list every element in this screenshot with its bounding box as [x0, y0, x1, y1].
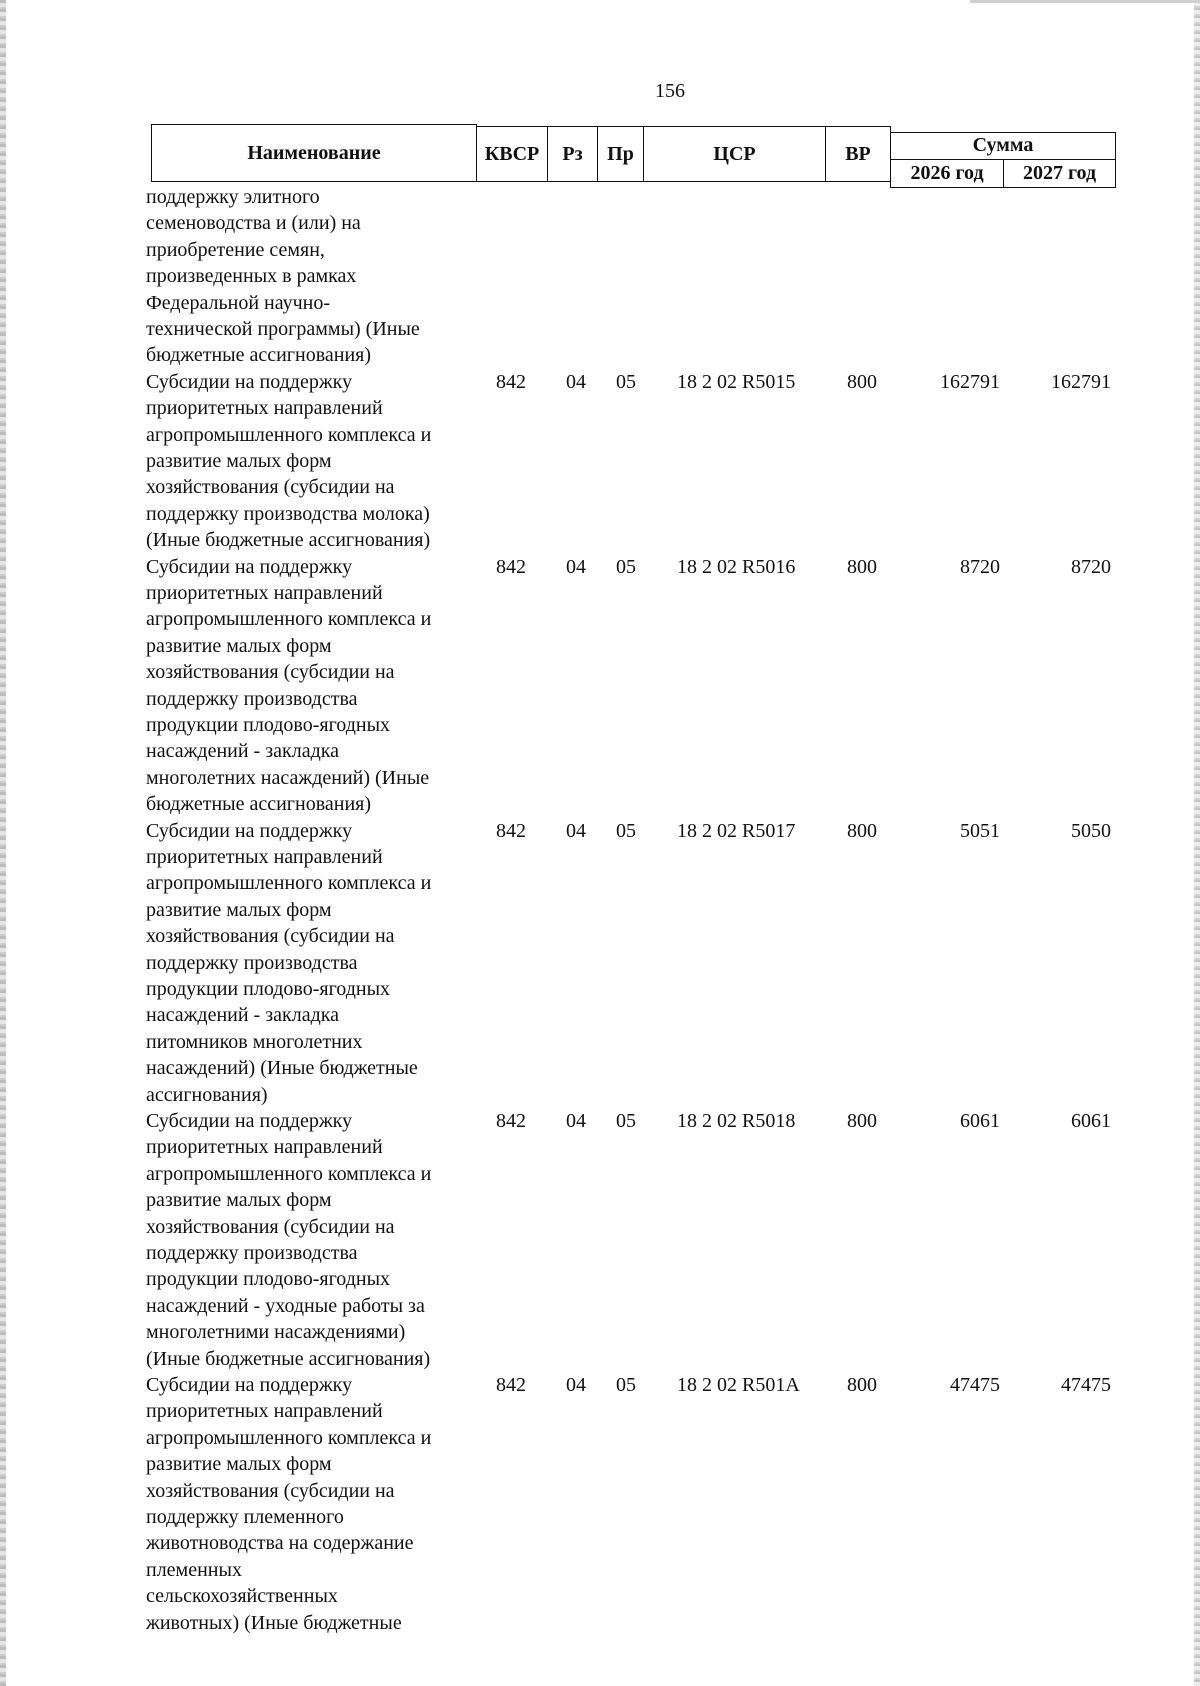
cell-csr: 18 2 02 R5017 — [677, 819, 796, 842]
cell-sum-2027: 162791 — [1051, 370, 1111, 393]
row-name-line: развитие малых форм — [146, 634, 332, 657]
row-name-line: приоритетных направлений — [146, 1136, 383, 1159]
row-name-line: технической программы) (Иные — [146, 318, 420, 341]
header-kvsr: КВСР — [476, 126, 548, 182]
cell-pr: 05 — [616, 1109, 636, 1132]
cell-sum-2026: 8720 — [960, 555, 1000, 578]
cell-kvsr: 842 — [496, 819, 526, 842]
row-name-line: поддержку племенного — [146, 1506, 344, 1529]
row-name-line: хозяйствования (субсидии на — [146, 1479, 395, 1502]
cell-sum-2027: 5050 — [1071, 819, 1111, 842]
row-name-line: поддержку производства — [146, 687, 358, 710]
table-row — [0, 554, 1200, 818]
cell-pr: 05 — [616, 1373, 636, 1396]
header-vr: ВР — [825, 126, 891, 182]
row-name-line: развитие малых форм — [146, 1189, 332, 1212]
cell-csr: 18 2 02 R5015 — [677, 370, 796, 393]
table-row — [0, 184, 1200, 369]
row-name-line: Субсидии на поддержку — [146, 1109, 353, 1132]
cell-kvsr: 842 — [496, 1109, 526, 1132]
cell-vr: 800 — [847, 819, 877, 842]
row-name-line: агропромышленного комплекса и — [146, 872, 432, 895]
row-name-line: развитие малых форм — [146, 450, 332, 473]
row-name-line: семеноводства и (или) на — [146, 212, 361, 235]
row-name — [146, 369, 466, 554]
cell-pr: 05 — [616, 819, 636, 842]
cell-sum-2027: 47475 — [1061, 1373, 1111, 1396]
row-name-line: продукции плодово-ягодных — [146, 1268, 391, 1291]
row-name-line: животноводства на содержание — [146, 1532, 414, 1555]
cell-sum-2026: 47475 — [950, 1373, 1000, 1396]
row-name-line: агропромышленного комплекса и — [146, 1162, 432, 1185]
page-number: 156 — [655, 80, 685, 102]
cell-csr: 18 2 02 R5016 — [677, 555, 796, 578]
table-row — [0, 1108, 1200, 1372]
table-body — [0, 184, 1200, 1636]
row-name-line: поддержку производства молока) — [146, 502, 430, 525]
row-name-line: животных) (Иные бюджетные — [146, 1611, 402, 1634]
row-name-line: насаждений - закладка — [146, 740, 340, 763]
cell-vr: 800 — [847, 555, 877, 578]
row-name-line: агропромышленного комплекса и — [146, 1426, 432, 1449]
cell-kvsr: 842 — [496, 1373, 526, 1396]
row-name-line: продукции плодово-ягодных — [146, 978, 391, 1001]
header-rz: Рз — [547, 126, 598, 182]
row-name — [146, 1108, 466, 1372]
row-name — [146, 554, 466, 818]
cell-kvsr: 842 — [496, 555, 526, 578]
table-row — [0, 1372, 1200, 1636]
row-name-line: приоритетных направлений — [146, 846, 383, 868]
row-name-line: племенных — [146, 1558, 242, 1581]
cell-vr: 800 — [847, 1109, 877, 1132]
row-name-line: развитие малых форм — [146, 1453, 332, 1476]
row-name-line: (Иные бюджетные ассигнования) — [146, 529, 431, 552]
table-row — [0, 369, 1200, 554]
row-name — [146, 1372, 466, 1636]
row-name-line: Субсидии на поддержку — [146, 1373, 353, 1396]
row-name-line: (Иные бюджетные ассигнования) — [146, 1347, 431, 1370]
cell-sum-2026: 6061 — [960, 1109, 1000, 1132]
row-name-line: поддержку производства — [146, 951, 358, 974]
row-name-line: хозяйствования (субсидии на — [146, 1215, 395, 1238]
row-name-line: бюджетные ассигнования) — [146, 344, 372, 367]
row-name-line: агропромышленного комплекса и — [146, 608, 432, 631]
cell-csr: 18 2 02 R501A — [677, 1373, 800, 1396]
cell-pr: 05 — [616, 555, 636, 578]
row-name-line: ассигнования) — [146, 1083, 268, 1106]
row-name-line: приоритетных направлений — [146, 1400, 383, 1423]
row-name-line: приоритетных направлений — [146, 582, 383, 604]
cell-sum-2026: 5051 — [960, 819, 1000, 842]
row-name-line: развитие малых форм — [146, 898, 332, 921]
header-name: Наименование — [151, 124, 477, 182]
row-name-line: насаждений - закладка — [146, 1004, 340, 1027]
cell-rz: 04 — [566, 370, 586, 393]
row-name-line: поддержку производства — [146, 1242, 358, 1265]
cell-vr: 800 — [847, 370, 877, 393]
header-csr: ЦСР — [643, 126, 826, 182]
cell-sum-2026: 162791 — [940, 370, 1000, 393]
row-name-line: Субсидии на поддержку — [146, 555, 353, 578]
cell-vr: 800 — [847, 1373, 877, 1396]
scan-edge-top — [970, 0, 1200, 3]
row-name — [146, 184, 466, 369]
row-name-line: насаждений - уходные работы за — [146, 1294, 425, 1317]
row-name-line: приобретение семян, — [146, 238, 325, 261]
cell-sum-2027: 6061 — [1071, 1109, 1111, 1132]
cell-rz: 04 — [566, 1109, 586, 1132]
row-name-line: насаждений) (Иные бюджетные — [146, 1057, 418, 1080]
row-name-line: поддержку элитного — [146, 186, 320, 208]
cell-rz: 04 — [566, 819, 586, 842]
header-year-2027: 2027 год — [1003, 159, 1116, 188]
row-name-line: Федеральной научно- — [146, 291, 331, 314]
row-name-line: питомников многолетних — [146, 1030, 363, 1053]
cell-kvsr: 842 — [496, 370, 526, 393]
header-sum-label: Сумма — [972, 133, 1034, 156]
row-name-line: агропромышленного комплекса и — [146, 423, 432, 446]
row-name-line: приоритетных направлений — [146, 397, 383, 420]
row-name-line: многолетними насаждениями) — [146, 1321, 406, 1344]
row-name-line: хозяйствования (субсидии на — [146, 476, 395, 499]
row-name-line: хозяйствования (субсидии на — [146, 925, 395, 948]
cell-csr: 18 2 02 R5018 — [677, 1109, 796, 1132]
table-row — [0, 818, 1200, 1108]
cell-pr: 05 — [616, 370, 636, 393]
row-name-line: бюджетные ассигнования) — [146, 793, 372, 816]
row-name-line: многолетних насаждений) (Иные — [146, 766, 430, 789]
cell-rz: 04 — [566, 555, 586, 578]
row-name-line: продукции плодово-ягодных — [146, 714, 391, 737]
header-year-2026: 2026 год — [890, 159, 1004, 188]
row-name-line: Субсидии на поддержку — [146, 819, 353, 842]
row-name-line: произведенных в рамках — [146, 265, 357, 288]
cell-rz: 04 — [566, 1373, 586, 1396]
cell-sum-2027: 8720 — [1071, 555, 1111, 578]
header-sum — [890, 132, 1116, 160]
row-name-line: сельскохозяйственных — [146, 1585, 338, 1608]
row-name-line: хозяйствования (субсидии на — [146, 661, 395, 684]
table-header — [151, 124, 1117, 186]
header-pr: Пр — [597, 126, 644, 182]
row-name — [146, 818, 466, 1108]
row-name-line: Субсидии на поддержку — [146, 370, 353, 393]
